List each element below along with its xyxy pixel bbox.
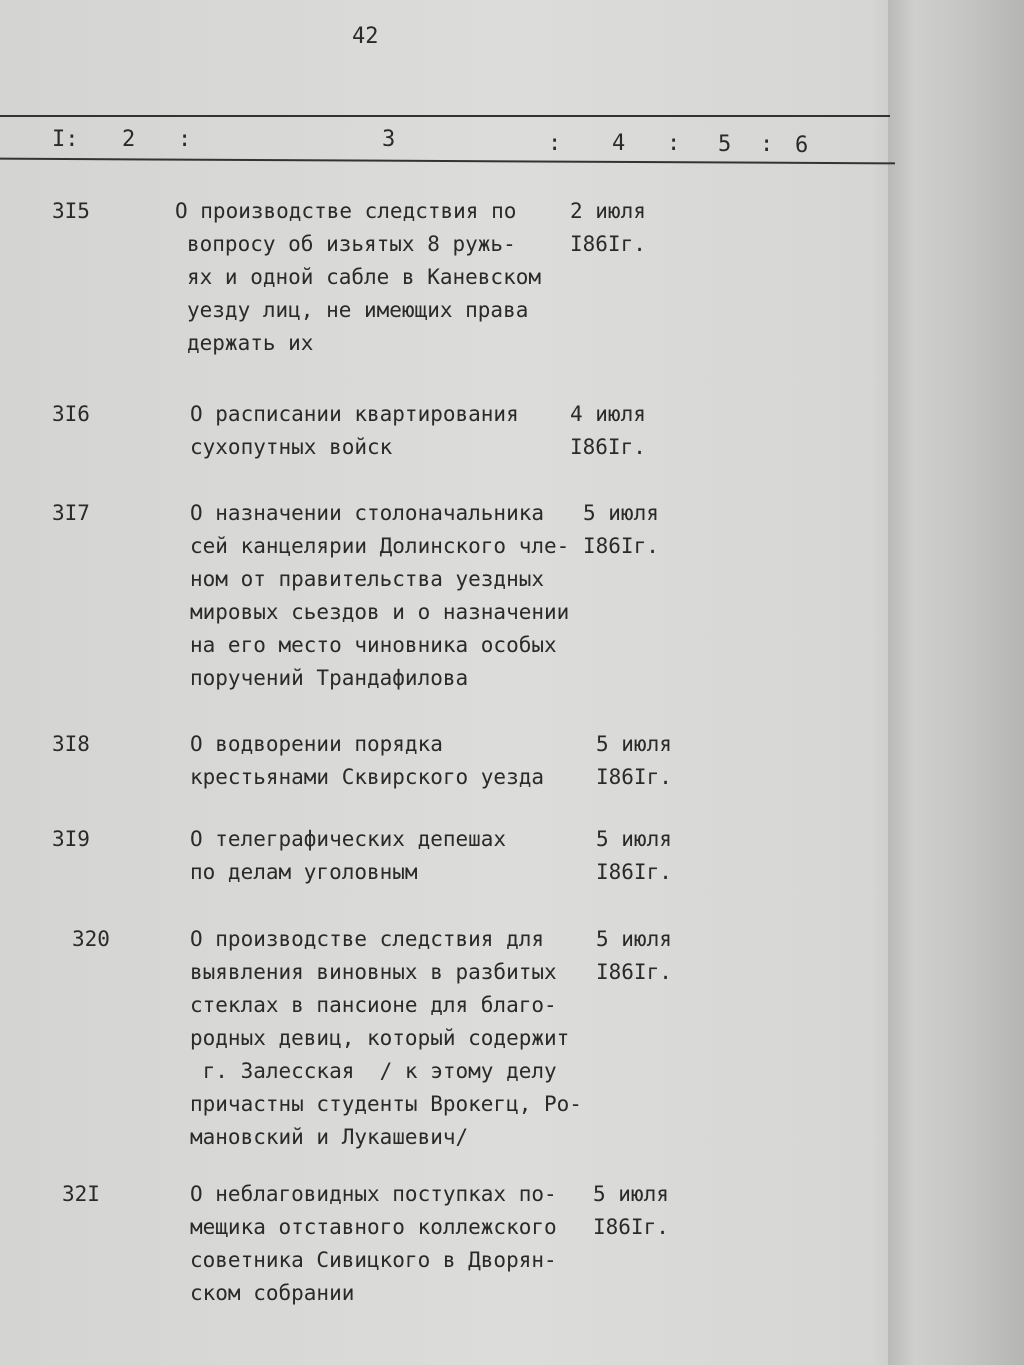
description-line: вопросу об изьятых 8 ружь- bbox=[187, 232, 516, 256]
entry-description bbox=[190, 823, 506, 889]
description-line: поручений Трандафилова bbox=[190, 666, 469, 690]
entry-number: 32I bbox=[62, 1182, 100, 1206]
description-line: ном от правительства уездных bbox=[190, 567, 545, 591]
description-line: сей канцелярии Долинского чле- bbox=[190, 534, 570, 558]
description-line: ях и одной сабле в Каневском bbox=[187, 265, 542, 289]
description-line: мановский и Лукашевич/ bbox=[190, 1125, 469, 1149]
date-line: I86Iг. bbox=[593, 1215, 669, 1239]
description-line: О производстве следствия по bbox=[175, 199, 517, 223]
description-line: выявления виновных в разбитых bbox=[190, 960, 557, 984]
date-line: I86Iг. bbox=[596, 960, 672, 984]
description-line: О водворении порядка bbox=[190, 732, 443, 756]
date-line: 4 июля bbox=[570, 402, 646, 426]
entry-number: 3I8 bbox=[52, 732, 90, 756]
col-1: I: bbox=[52, 127, 79, 152]
description-line: ском собрании bbox=[190, 1281, 355, 1305]
col-4: 4 bbox=[612, 131, 626, 156]
entry-description bbox=[190, 728, 544, 794]
date-line: 5 июля bbox=[596, 927, 672, 951]
description-line: советника Сивицкого в Дворян- bbox=[190, 1248, 557, 1272]
col-6: 6 bbox=[795, 133, 809, 158]
entry-number: 320 bbox=[72, 927, 110, 951]
col-sep: : bbox=[760, 132, 774, 157]
entry-date bbox=[596, 728, 672, 794]
description-line: О расписании квартирования bbox=[190, 402, 519, 426]
entry-date bbox=[596, 823, 672, 889]
date-line: 2 июля bbox=[570, 199, 646, 223]
date-line: I86Iг. bbox=[596, 765, 672, 789]
date-line: 5 июля bbox=[596, 827, 672, 851]
entry-description bbox=[190, 923, 582, 1154]
entry-description bbox=[190, 398, 519, 464]
date-line: I86Iг. bbox=[570, 232, 646, 256]
description-line: мещика отставного коллежского bbox=[190, 1215, 557, 1239]
entry-number: 3I7 bbox=[52, 501, 90, 525]
description-line: О телеграфических депешах bbox=[190, 827, 507, 851]
entry-description bbox=[190, 497, 569, 695]
description-line: О назначении столоначальника bbox=[190, 501, 545, 525]
entry-date bbox=[570, 195, 646, 261]
date-line: I86Iг. bbox=[596, 860, 672, 884]
col-sep: : bbox=[667, 131, 681, 156]
entry-date bbox=[593, 1178, 669, 1244]
entry-date bbox=[583, 497, 659, 563]
entry-number: 3I9 bbox=[52, 827, 90, 851]
description-line: О неблаговидных поступках по- bbox=[190, 1182, 557, 1206]
col-sep: : bbox=[548, 131, 562, 156]
entry-date bbox=[570, 398, 646, 464]
entry-date bbox=[596, 923, 672, 989]
description-line: держать их bbox=[187, 331, 314, 355]
entry-description bbox=[190, 1178, 557, 1310]
description-line: сухопутных войск bbox=[190, 435, 393, 459]
col-5: 5 bbox=[718, 132, 732, 157]
description-line: г. Залесская / к этому делу bbox=[190, 1059, 557, 1083]
description-line: О производстве следствия для bbox=[190, 927, 545, 951]
entry-number: 3I5 bbox=[52, 199, 90, 223]
col-3: 3 bbox=[382, 127, 396, 152]
description-line: по делам уголовным bbox=[190, 860, 418, 884]
col-2: 2 bbox=[122, 127, 136, 152]
date-line: 5 июля bbox=[593, 1182, 669, 1206]
description-line: стеклах в пансионе для благо- bbox=[190, 993, 557, 1017]
description-line: мировых сьездов и о назначении bbox=[190, 600, 570, 624]
description-line: родных девиц, который содержит bbox=[190, 1026, 570, 1050]
date-line: I86Iг. bbox=[583, 534, 659, 558]
entry-description bbox=[175, 195, 541, 360]
header-top-rule bbox=[0, 115, 890, 117]
page-number: 42 bbox=[352, 24, 379, 49]
description-line: на его место чиновника особых bbox=[190, 633, 557, 657]
col-sep: : bbox=[178, 127, 192, 152]
description-line: крестьянами Сквирского уезда bbox=[190, 765, 545, 789]
entry-number: 3I6 bbox=[52, 402, 90, 426]
date-line: 5 июля bbox=[583, 501, 659, 525]
date-line: 5 июля bbox=[596, 732, 672, 756]
paper-fold bbox=[888, 0, 1024, 1365]
header-bottom-rule bbox=[0, 158, 895, 165]
date-line: I86Iг. bbox=[570, 435, 646, 459]
description-line: уезду лиц, не имеющих права bbox=[187, 298, 529, 322]
description-line: причастны студенты Врокегц, Ро- bbox=[190, 1092, 582, 1116]
